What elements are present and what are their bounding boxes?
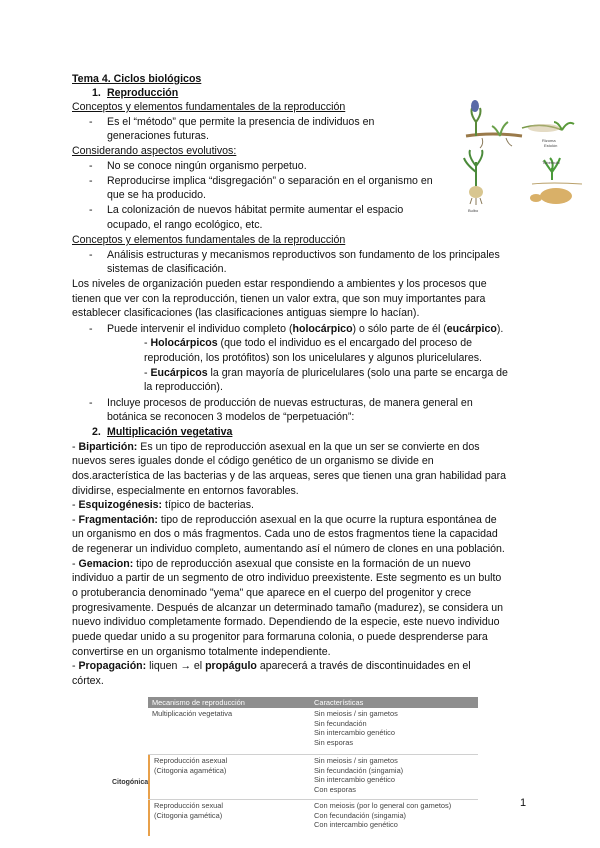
illus-label-tuberculo: Tubérculo [542, 160, 560, 165]
gemacion-line-2: individuo a partir de un segmento de otro individuo preexistente. Este segmento es un bulto [72, 572, 502, 584]
bullet-dash: - [89, 397, 93, 409]
characteristic-item: Sin esporas [314, 737, 354, 747]
bullet-1-line-2: generaciones futuras. [107, 130, 209, 142]
bullet-5-line-2: sistemas de clasificación. [107, 263, 227, 275]
table-row [148, 708, 478, 755]
doc-title: Tema 4. Ciclos biológicos [72, 73, 202, 85]
section-2-number: 2. [92, 426, 101, 438]
paragraph-1-line-3: establecer clasificaciones (las clasificaciones antiguas siempre lo hacían). [72, 307, 420, 319]
section-2-title: Multiplicación vegetativa [107, 426, 233, 438]
table-cell [310, 755, 478, 799]
table-row [148, 755, 478, 800]
table-header [148, 697, 478, 708]
fragmentacion-line-1: - Fragmentación: tipo de reproducción asexual en la que ocurre la ruptura espontánea de [72, 514, 497, 526]
table-cell [148, 755, 310, 799]
biparticion-line-1: - Bipartición: Es un tipo de reproducción asexual en la que un ser se convierte en dos [72, 441, 480, 453]
illus-label-estolon: Estolón [544, 143, 558, 148]
bullet-4-line-2: ocupado, el rango ecológico, etc. [107, 219, 263, 231]
illus-label-bulbo: Bulbo [468, 208, 479, 213]
table-header-characteristics: Características [314, 698, 364, 707]
gemacion-line-1: - Gemacion: tipo de reproducción asexual que consiste en la formación de un nuevo [72, 558, 471, 570]
gemacion-line-6: puede quedar unido a su progenitor para formaruna colonia, o puede desprenderse para [72, 631, 488, 643]
bullet-dash: - [89, 323, 93, 335]
paragraph-1-line-2: tienen que ver con la reproducción, tienen un valor extra, que son muy importantes para [72, 293, 486, 305]
bullet-1-line-1: Es el “método” que permite la presencia de individuos en [107, 116, 375, 128]
gemacion-line-3: o protuberancia denominado "yema" que aparece en el cuerpo del progenitor y crece [72, 587, 472, 599]
table-cell [310, 708, 478, 754]
bullet-5-line-1: Análisis estructuras y mecanismos reproductivos son fundamento de los principales [107, 249, 500, 261]
section-1-number: 1. [92, 87, 101, 99]
characteristic-item: Sin intercambio genético [314, 775, 395, 785]
characteristic-item: Sin meiosis / sin gametos [314, 756, 398, 765]
biparticion-line-3: dos.aracterística de las bacterias y de las arqueas, seres que tienen una gran habilidad para [72, 470, 507, 482]
biparticion-line-2: nuevos seres iguales donde el código genético de un organismo se divide en [72, 455, 434, 467]
mechanism-name: Reproducción sexual [154, 801, 224, 810]
characteristic-item: Con fecundación (singamia) [314, 810, 407, 820]
bullet-3-line-1: Reproducirse implica “disgregación” o separación en el organismo en [107, 175, 433, 187]
gemacion-line-4: progresivamente. Después de alcanzar un determinado tamaño (madurez), se considera un [72, 602, 504, 614]
characteristic-item: Con intercambio genético [314, 820, 398, 830]
bullet-dash: - [89, 160, 93, 172]
bullet-7-line-2: botánica se reconocen 3 modelos de “perpetuación”: [107, 411, 355, 423]
bullet-2: No se conoce ningún organismo perpetuo. [107, 160, 307, 172]
characteristic-item: Sin meiosis / sin gametos [314, 709, 398, 718]
subheading-2: Considerando aspectos evolutivos: [72, 145, 237, 157]
bullet-dash: - [89, 204, 93, 216]
characteristic-item: Sin fecundación [314, 718, 367, 728]
biparticion-line-4: dividirse, especialmente en entornos favorables. [72, 485, 299, 497]
vegetative-propagation-illustration [462, 92, 586, 214]
bullet-7-line-1: Incluye procesos de producción de nuevas estructuras, de manera general en [107, 397, 473, 409]
illus-label-rizoma: Rizoma [542, 138, 556, 143]
bullet-4-line-1: La colonización de nuevos hábitat permite aumentar el espacio [107, 204, 404, 216]
eucarpicos-line-2: la reproducción). [144, 381, 223, 393]
fragmentacion-line-2: un organismo en dos o más fragmentos. Cada uno de estos fragmentos tiene la capacidad [72, 528, 498, 540]
bullet-dash: - [89, 175, 93, 187]
gemacion-line-5: nuevo individuo completamente formado. Dependiendo de la especie, este nuevo individuo [72, 616, 500, 628]
holocarpicos-line-2: reprodución, los protófitos) son los unicelulares y algunos pluricelulares. [144, 352, 483, 364]
bullet-6: Puede intervenir el individuo completo (holocárpico) o sólo parte de él (eucárpico). [107, 323, 504, 335]
characteristic-item: Sin intercambio genético [314, 728, 395, 738]
table-cell: Multiplicación vegetativa [152, 709, 233, 718]
propagacion-line-1: - Propagación: liquen → el propágulo aparecerá a través de discontinuidades en el [72, 660, 471, 672]
subheading-1: Conceptos y elementos fundamentales de la reproducción [72, 101, 346, 113]
bullet-3-line-2: que se ha producido. [107, 189, 206, 201]
table-row [148, 800, 478, 836]
gemacion-line-7: convertirse en un organismo totalmente independiente. [72, 646, 331, 658]
table-cell [310, 800, 478, 836]
section-1-title: Reproducción [107, 87, 179, 99]
table-side-label: Citogónica [112, 779, 149, 786]
table-cell [148, 800, 310, 836]
holocarpicos-line-1: - Holocárpicos (que todo el individuo es el encargado del proceso de [144, 337, 473, 349]
reproduction-mechanisms-table [148, 697, 478, 836]
eucarpicos-line-1: - Eucárpicos la gran mayoría de pluricelulares (solo una parte se encarga de [144, 367, 508, 379]
paragraph-1-line-1: Los niveles de organización pueden estar respondiendo a ambientes y los procesos que [72, 278, 487, 290]
mechanism-subtitle: (Citogonia gamética) [154, 810, 223, 820]
page-number: 1 [520, 797, 527, 809]
mechanism-subtitle: (Citogonia agamética) [154, 765, 227, 775]
bullet-dash: - [89, 116, 93, 128]
bullet-dash: - [89, 249, 93, 261]
subheading-3: Conceptos y elementos fundamentales de la reproducción [72, 234, 346, 246]
characteristic-item: Con esporas [314, 784, 356, 794]
propagacion-line-2: córtex. [72, 675, 104, 687]
fragmentacion-line-3: de regenerar un individuo completo, aumentando así el número de clones en una población. [72, 543, 505, 555]
table-header-mechanism: Mecanismo de reproducción [152, 698, 245, 707]
characteristic-item: Con meiosis (por lo general con gametos) [314, 801, 452, 810]
mechanism-name: Reproducción asexual [154, 756, 228, 765]
esquizogenesis-line: - Esquizogénesis: típico de bacterias. [72, 499, 254, 511]
characteristic-item: Sin fecundación (singamia) [314, 765, 404, 775]
